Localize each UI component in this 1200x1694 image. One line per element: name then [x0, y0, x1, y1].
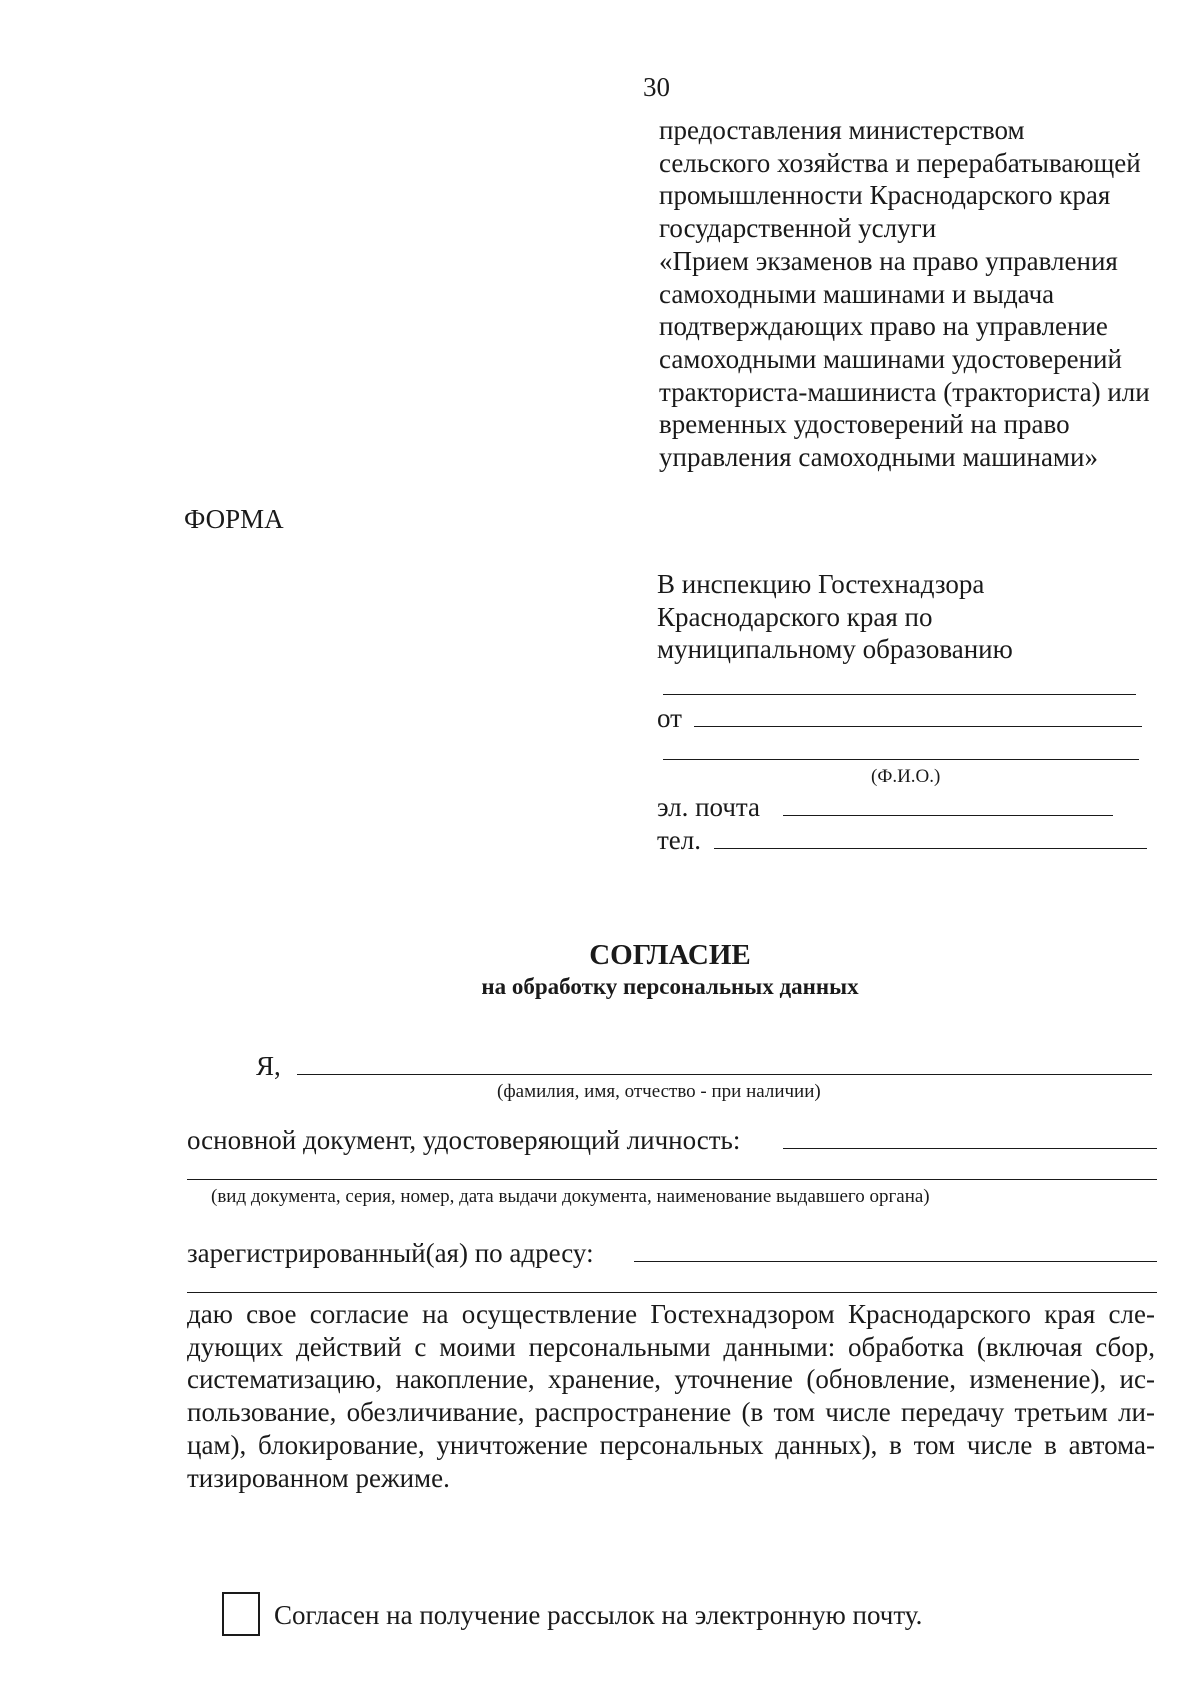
- name-caption: (фамилия, имя, отчество - при наличии): [497, 1081, 821, 1102]
- approval-header: [659, 114, 1179, 474]
- form-label: ФОРМА: [184, 504, 284, 534]
- consent-line: систематизацию, накопление, хранение, уточнение (обновление, изменение), ис-: [187, 1364, 1155, 1395]
- recipient-block: [657, 568, 1177, 666]
- municipality-field[interactable]: [663, 694, 1136, 695]
- email-label: эл. почта: [657, 792, 761, 822]
- id-document-caption: (вид документа, серия, номер, дата выдачи документа, наименование выдавшего органа): [211, 1186, 930, 1207]
- header-line: подтверждающих право на управление: [659, 311, 1108, 342]
- email-field[interactable]: [783, 815, 1113, 816]
- consent-line: пользование, обезличивание, распространение (в том числе передачу третьим ли-: [187, 1397, 1155, 1428]
- from-field[interactable]: [694, 726, 1142, 727]
- consent-line: тизированном режиме.: [187, 1462, 450, 1493]
- header-line: самоходными машинами удостоверений: [659, 343, 1122, 374]
- phone-label: тел.: [657, 825, 702, 855]
- fio-caption: (Ф.И.О.): [871, 766, 941, 787]
- header-line: промышленности Краснодарского края: [659, 180, 1111, 211]
- id-document-field-continued[interactable]: [187, 1179, 1157, 1180]
- header-line: государственной услуги: [659, 213, 937, 244]
- i-label: Я,: [256, 1051, 281, 1081]
- consent-line: цам), блокирование, уничтожение персональных данных), в том числе в автома-: [187, 1429, 1155, 1460]
- fio-field[interactable]: [663, 759, 1139, 760]
- consent-text: [187, 1298, 1155, 1494]
- consent-line: дующих действий с моими персональными данными: обработка (включая сбор,: [187, 1331, 1155, 1362]
- header-line: предоставления министерством: [659, 115, 1025, 145]
- address-field-continued[interactable]: [187, 1292, 1157, 1293]
- id-document-field[interactable]: [783, 1148, 1157, 1149]
- header-line: сельского хозяйства и перерабатывающей: [659, 147, 1141, 178]
- header-line: управления самоходными машинами»: [659, 442, 1098, 473]
- page-number: 30: [643, 72, 670, 102]
- header-line: самоходными машинами и выдача: [659, 278, 1055, 309]
- address-label: зарегистрированный(ая) по адресу:: [187, 1238, 594, 1268]
- document-title: СОГЛАСИЕ: [589, 939, 751, 971]
- recipient-line: муниципальному образованию: [657, 634, 1013, 665]
- header-line: временных удостоверений на право: [659, 409, 1070, 440]
- name-field[interactable]: [297, 1074, 1152, 1075]
- newsletter-consent-label: Согласен на получение рассылок на электронную почту.: [274, 1600, 923, 1630]
- newsletter-consent-checkbox[interactable]: [222, 1592, 260, 1636]
- document-subtitle: на обработку персональных данных: [481, 974, 859, 999]
- header-line: тракториста-машиниста (тракториста) или: [659, 376, 1150, 407]
- header-line: «Прием экзаменов на право управления: [659, 245, 1118, 276]
- from-label: от: [657, 703, 682, 733]
- recipient-line: Краснодарского края по: [657, 601, 933, 632]
- recipient-line: В инспекцию Гостехнадзора: [657, 569, 985, 599]
- phone-field[interactable]: [714, 848, 1147, 849]
- id-document-label: основной документ, удостоверяющий личность:: [187, 1125, 741, 1155]
- address-field[interactable]: [634, 1261, 1157, 1262]
- consent-line: даю свое согласие на осуществление Гостехнадзором Краснодарского края сле-: [187, 1299, 1155, 1329]
